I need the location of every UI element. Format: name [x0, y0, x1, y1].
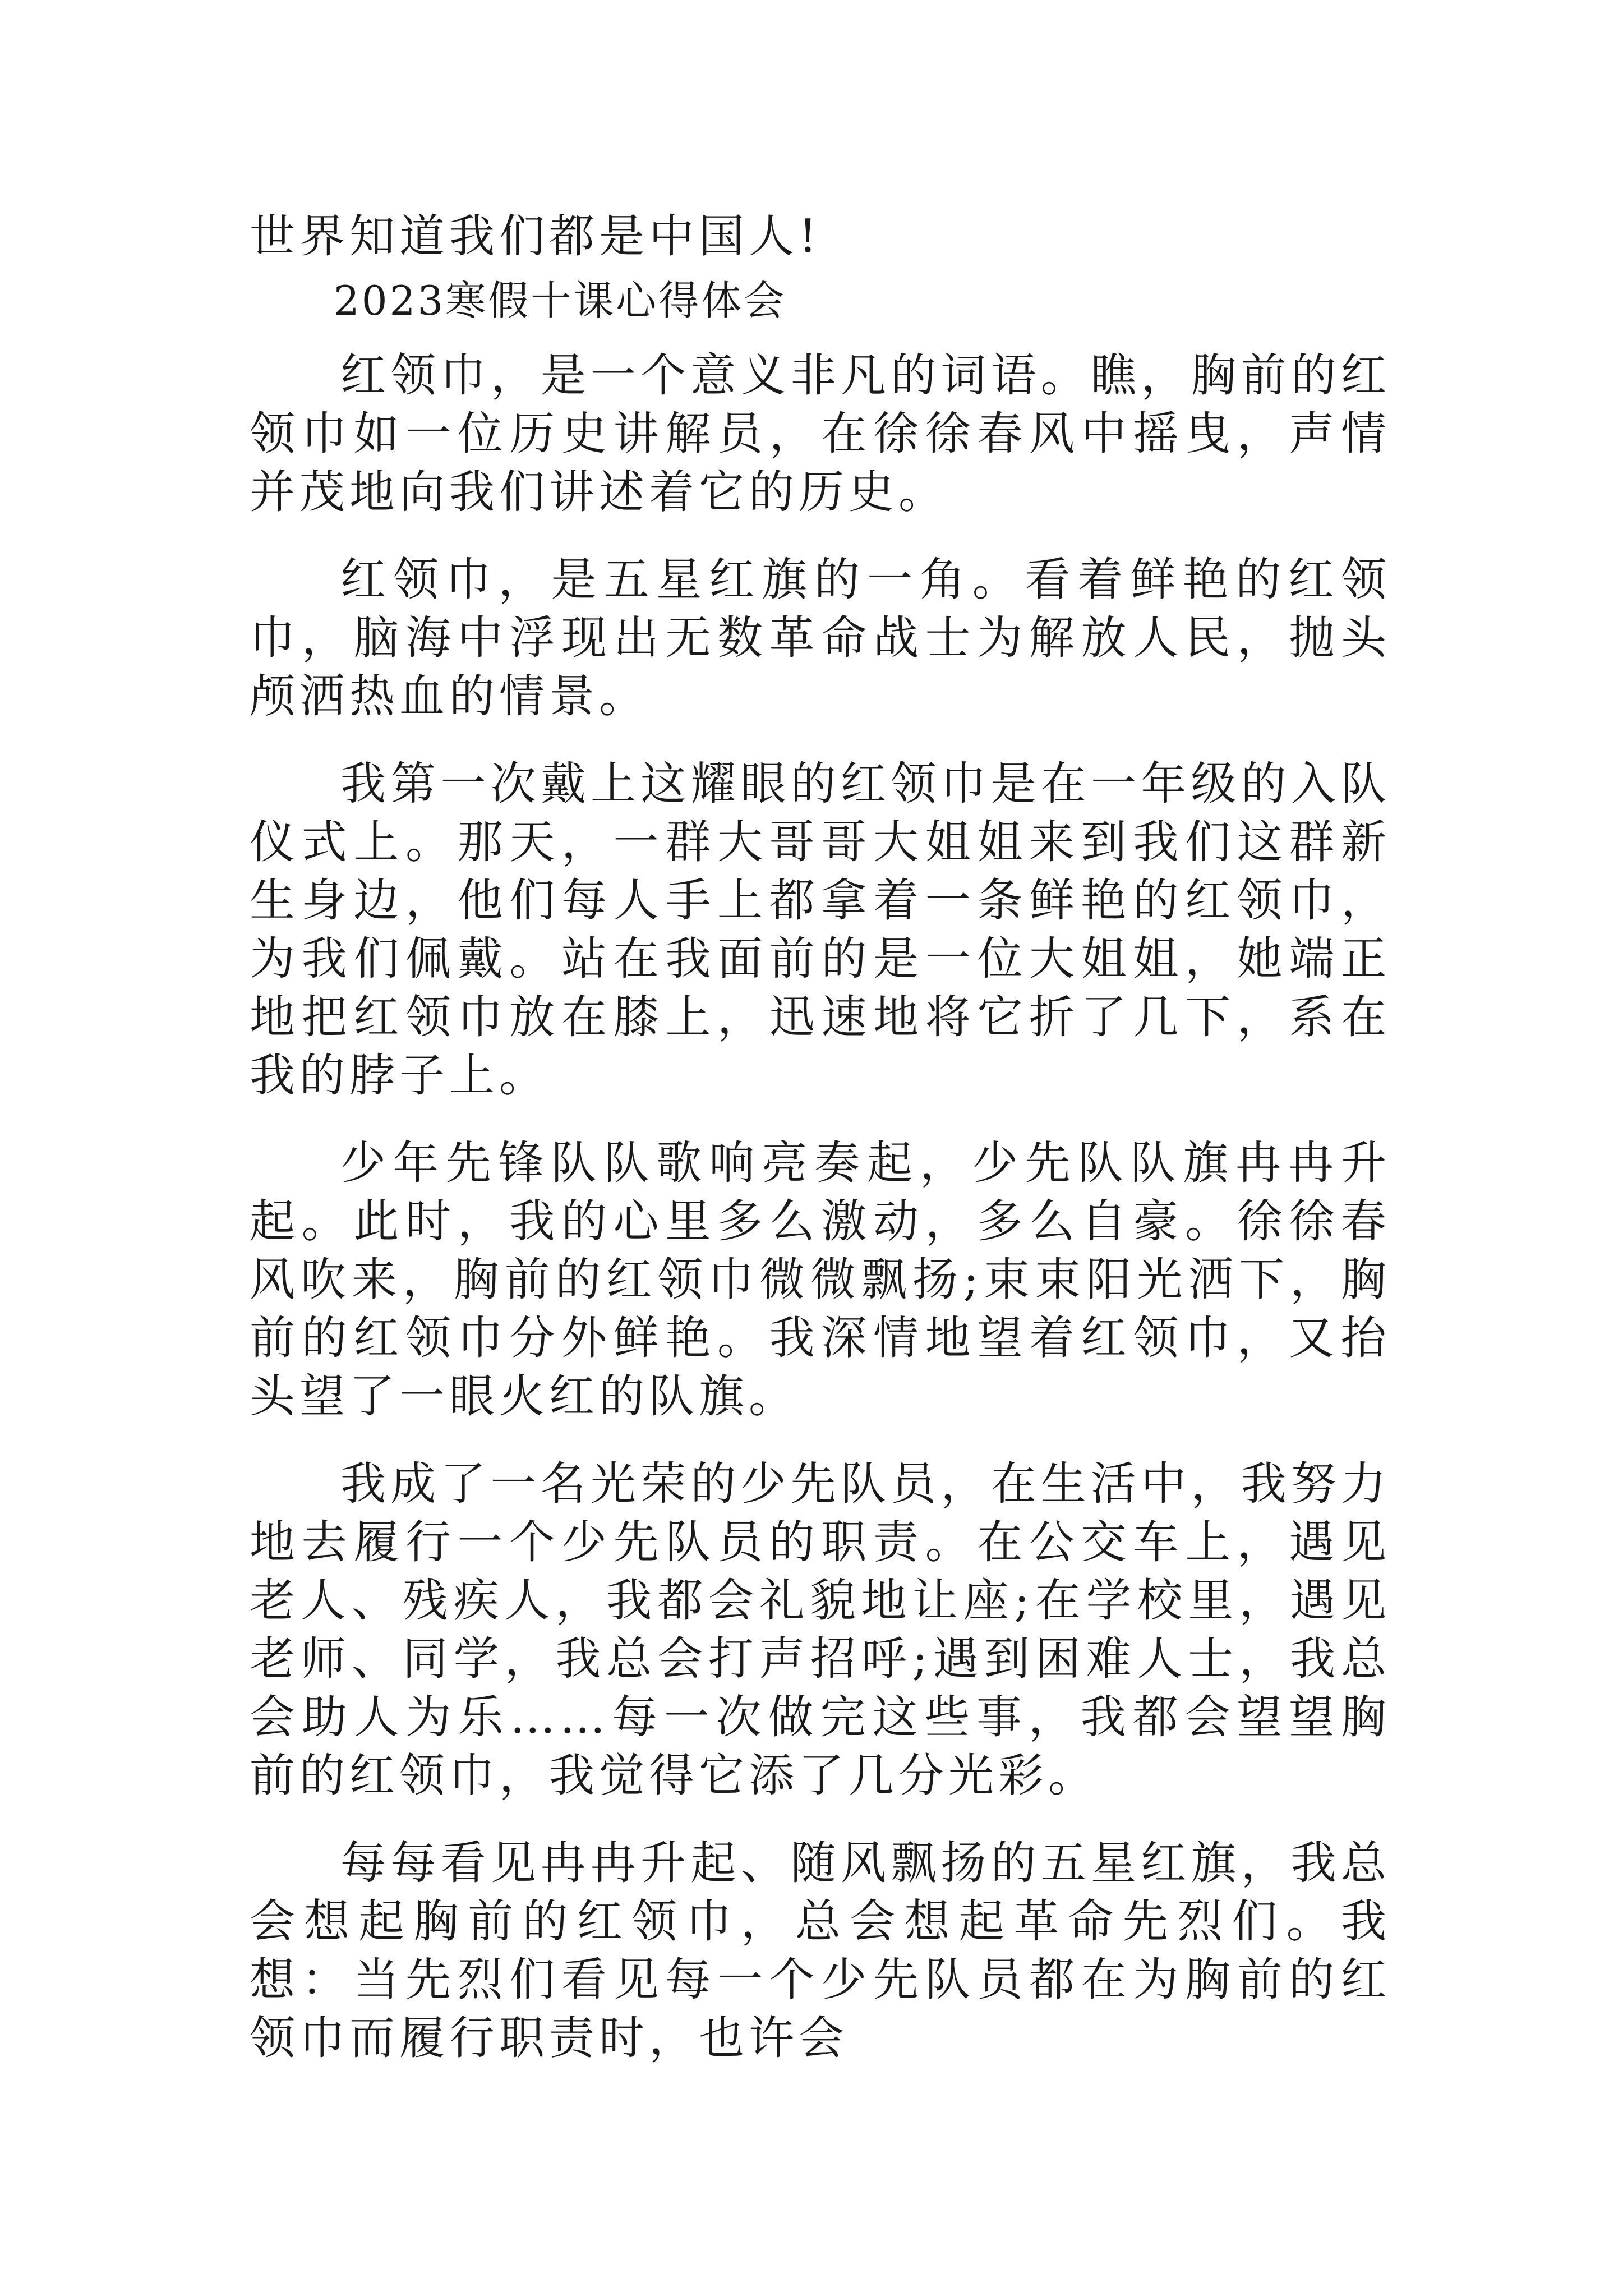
continuation-line: 世界知道我们都是中国人! [250, 210, 822, 263]
paragraph-5: 我成了一名光荣的少先队员，在生活中，我努力地去履行一个少先队员的职责。在公交车上，遇见老人、残疾人，我都会礼貌地让座;在学校里，遇见老师、同学，我总会打声招呼;遇到困难人士，我总会助人为乐……每一次做完这些事，我都会望望胸前的红领巾，我觉得它添了几分光彩。 [250, 1458, 1391, 1802]
body-text [250, 208, 1391, 2068]
paragraph-3: 我第一次戴上这耀眼的红领巾是在一年级的入队仪式上。那天，一群大哥哥大姐姐来到我们这群新生身边，他们每人手上都拿着一条鲜艳的红领巾，为我们佩戴。站在我面前的是一位大姐姐，她端正地把红领巾放在膝上，迅速地将它折了几下，系在我的脖子上。 [250, 758, 1391, 1102]
article-heading: 2023寒假十课心得体会 [334, 277, 787, 324]
paragraph-2: 红领巾，是五星红旗的一角。看着鲜艳的红领巾，脑海中浮现出无数革命战士为解放人民，抛头颅洒热血的情景。 [250, 554, 1391, 723]
paragraph-1: 红领巾，是一个意义非凡的词语。瞧，胸前的红领巾如一位历史讲解员，在徐徐春风中摇曳，声情并茂地向我们讲述着它的历史。 [250, 349, 1391, 519]
paragraph-6: 每每看见冉冉升起、随风飘扬的五星红旗，我总会想起胸前的红领巾，总会想起革命先烈们。我想：当先烈们看见每一个少先队员都在为胸前的红领巾而履行职责时，也许会 [250, 1837, 1391, 2065]
paragraph-4: 少年先锋队队歌响亮奏起，少先队队旗冉冉升起。此时，我的心里多么激动，多么自豪。徐徐春风吹来，胸前的红领巾微微飘扬;束束阳光洒下，胸前的红领巾分外鲜艳。我深情地望着红领巾，又抬头望了一眼火红的队旗。 [250, 1137, 1391, 1423]
